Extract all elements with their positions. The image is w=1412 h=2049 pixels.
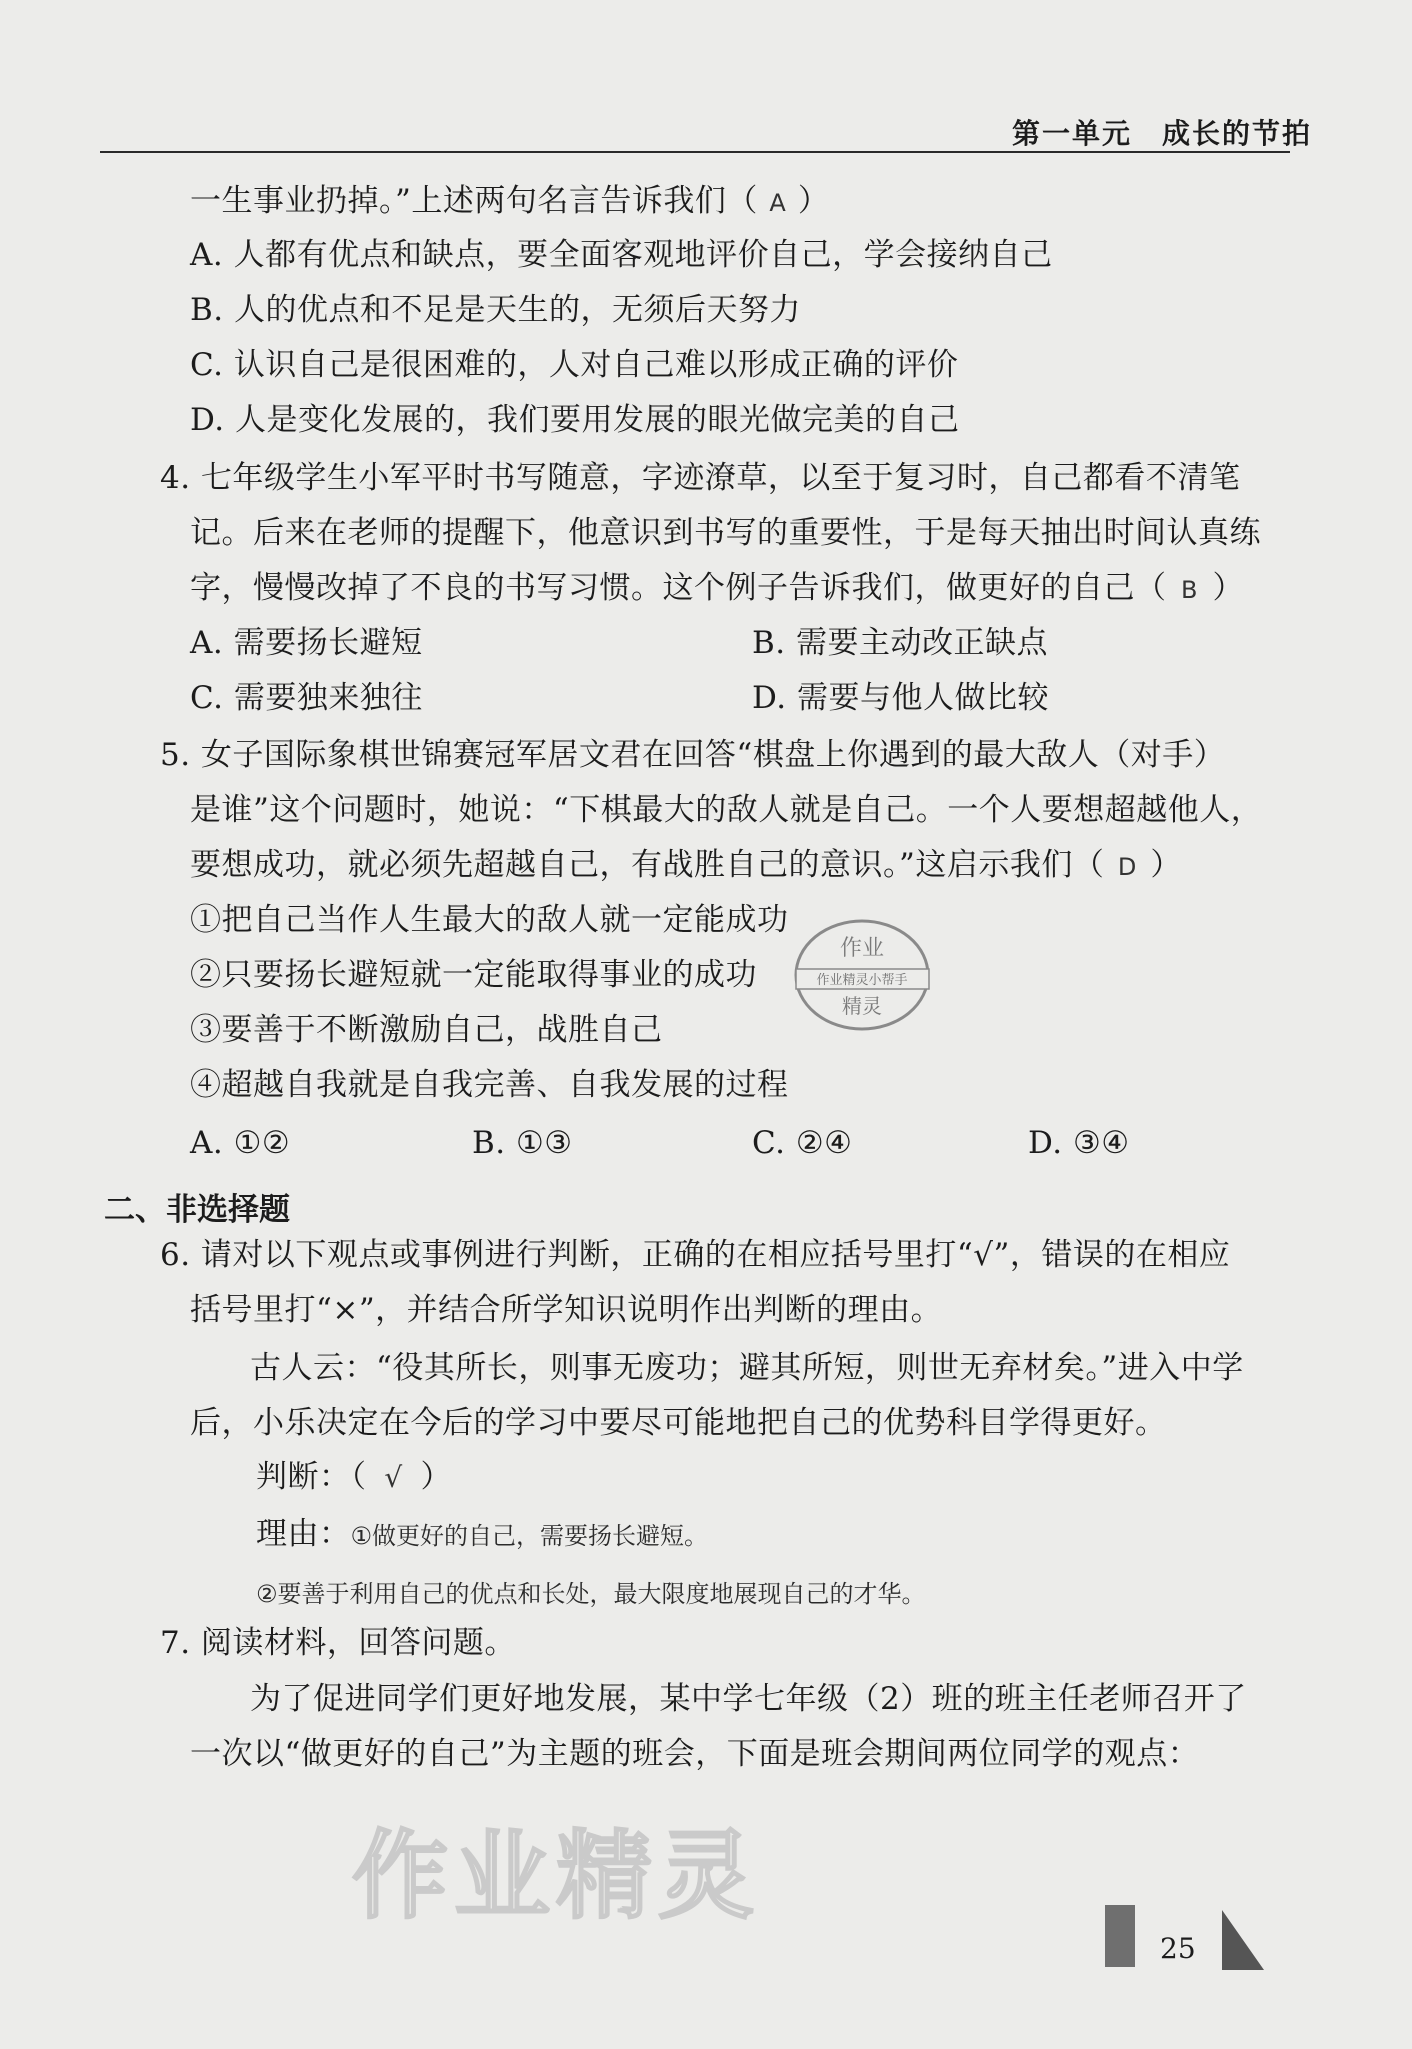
unit-header: 第一单元 成长的节拍	[1012, 117, 1313, 150]
q7-para-2: 一次以“做更好的自己”为主题的班会，下面是班会期间两位同学的观点：	[190, 1736, 1200, 1772]
watermark: 作业精灵	[352, 1820, 760, 1932]
q4-line-2: 记。后来在老师的提醒下，他意识到书写的重要性，于是每天抽出时间认真练	[190, 515, 1261, 551]
q6-reason	[256, 1516, 708, 1551]
q6-reason-label: 理由：	[256, 1516, 351, 1552]
q3-stem: 一生事业扔掉。”上述两句名言告诉我们（ A ）	[190, 183, 830, 219]
stamp-icon	[790, 915, 935, 1035]
q5-line-3: 要想成功，就必须先超越自己，有战胜自己的意识。”这启示我们（ D ）	[190, 847, 1182, 883]
q6-line-2: 括号里打“×”，并结合所学知识说明作出判断的理由。	[190, 1292, 943, 1328]
q6-reason-2: ②要善于利用自己的优点和长处，最大限度地展现自己的才华。	[256, 1580, 926, 1608]
q6-judge: 判断：（ √ ）	[256, 1459, 452, 1495]
q6-line-1: 6. 请对以下观点或事例进行判断，正确的在相应括号里打“√”，错误的在相应	[160, 1237, 1231, 1273]
q6-material-1: 古人云：“役其所长，则事无废功；避其所短，则世无弃材矣。”进入中学	[250, 1350, 1244, 1386]
q5-statement-2: ②只要扬长避短就一定能取得事业的成功	[190, 957, 757, 993]
q4-line-3: 字，慢慢改掉了不良的书写习惯。这个例子告诉我们，做更好的自己（ B ）	[190, 570, 1244, 606]
page-number: 25	[1160, 1932, 1196, 1965]
q3-option-c: C. 认识自己是很困难的，人对自己难以形成正确的评价	[190, 347, 959, 383]
q3-answer: A	[769, 189, 787, 217]
q3-option-d: D. 人是变化发展的，我们要用发展的眼光做完美的自己	[190, 402, 960, 438]
q4-line-1: 4. 七年级学生小军平时书写随意，字迹潦草，以至于复习时，自己都看不清笔	[160, 460, 1241, 496]
header-rule	[100, 151, 1290, 153]
stamp-text-top: 作业	[839, 936, 885, 961]
q4-option-a: A. 需要扬长避短	[190, 625, 423, 661]
q4-option-d: D. 需要与他人做比较	[752, 680, 1049, 716]
q5-option-a: A. ①②	[190, 1125, 291, 1161]
q4-option-b: B. 需要主动改正缺点	[752, 625, 1048, 661]
q5-option-c: C. ②④	[752, 1125, 853, 1161]
q5-statement-1: ①把自己当作人生最大的敌人就一定能成功	[190, 902, 789, 938]
q4-option-c: C. 需要独来独往	[190, 680, 423, 716]
q6-reason-1: ①做更好的自己，需要扬长避短。	[350, 1522, 709, 1550]
q5-answer: D	[1117, 853, 1137, 881]
q5-line-2: 是谁”这个问题时，她说：“下棋最大的敌人就是自己。一个人要想超越他人，	[190, 792, 1263, 828]
q4-answer: B	[1181, 576, 1198, 604]
q5-option-d: D. ③④	[1028, 1125, 1130, 1161]
q5-statement-3: ③要善于不断激励自己，战胜自己	[190, 1012, 663, 1048]
q7-line-1: 7. 阅读材料，回答问题。	[160, 1625, 516, 1661]
footer-bar	[1105, 1905, 1135, 1967]
q5-line-1: 5. 女子国际象棋世锦赛冠军居文君在回答“棋盘上你遇到的最大敌人（对手）	[160, 737, 1226, 773]
q6-judge-answer: √	[384, 1461, 403, 1494]
q3-option-b: B. 人的优点和不足是天生的，无须后天努力	[190, 292, 801, 328]
q6-material-2: 后，小乐决定在今后的学习中要尽可能地把自己的优势科目学得更好。	[190, 1405, 1167, 1441]
stamp-text-mid: 作业精灵小帮手	[816, 973, 908, 988]
q5-option-b: B. ①③	[472, 1125, 573, 1161]
q7-para-1: 为了促进同学们更好地发展，某中学七年级（2）班的班主任老师召开了	[250, 1681, 1247, 1717]
stamp-text-bottom: 精灵	[842, 994, 882, 1018]
footer-triangle	[1222, 1910, 1264, 1970]
section-title: 二、非选择题	[104, 1192, 290, 1228]
q3-option-a: A. 人都有优点和缺点，要全面客观地评价自己，学会接纳自己	[190, 237, 1053, 273]
q5-statement-4: ④超越自我就是自我完善、自我发展的过程	[190, 1067, 789, 1103]
